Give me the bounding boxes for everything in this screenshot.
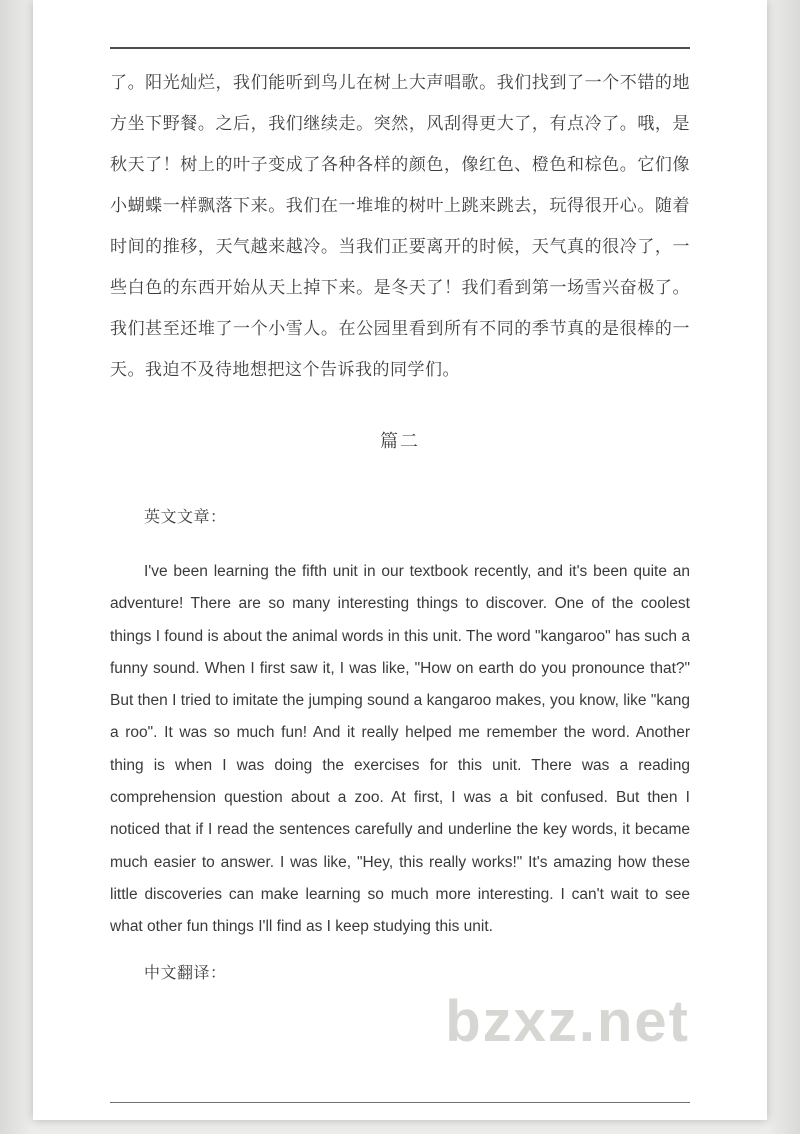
top-divider [110,47,690,49]
chinese-translation-label: 中文翻译： [144,962,227,982]
site-watermark: bzxz.net [445,989,690,1054]
document-page [33,0,767,1120]
section-heading: 篇二 [380,431,420,452]
english-article-label: 英文文章： [144,507,227,526]
english-paragraph: I've been learning the fifth unit in our textbook recently, and it's been quite an adventure! There are so many interesting things to discover. One of the coolest things I found is about the animal words in this unit. The word "kangaroo" has such a funny sound. When I first saw it, I was like, "How on earth do you pronounce that?" But then I tried to imitate the jumping sound a kangaroo makes, you know, like "kang a roo". It was so much fun! And it really helped me remember the word. Another thing is when I was doing the exercises for this unit. There was a reading comprehension question about a zoo. At first, I was a bit confused. But then I noticed that if I read the sentences carefully and underline the key words, it became much easier to answer. I was like, "Hey, this really works!" It's amazing how these little discoveries can make learning so much more interesting. I can't wait to see what other fun things I'll find as I keep studying this unit. [110,563,690,936]
chinese-essay-paragraph: 了。阳光灿烂，我们能听到鸟儿在树上大声唱歌。我们找到了一个不错的地方坐下野餐。之后，我们继续走。突然，风刮得更大了，有点冷了。哦，是秋天了！树上的叶子变成了各种各样的颜色，像红色、橙色和棕色。它们像小蝴蝶一样飘落下来。我们在一堆堆的树叶上跳来跳去，玩得很开心。随着时间的推移，天气越来越冷。当我们正要离开的时候，天气真的很冷了，一些白色的东西开始从天上掉下来。是冬天了！我们看到第一场雪兴奋极了。我们甚至还堆了一个小雪人。在公园里看到所有不同的季节真的是很棒的一天。我迫不及待地想把这个告诉我的同学们。 [110,73,690,380]
bottom-divider [110,1102,690,1103]
